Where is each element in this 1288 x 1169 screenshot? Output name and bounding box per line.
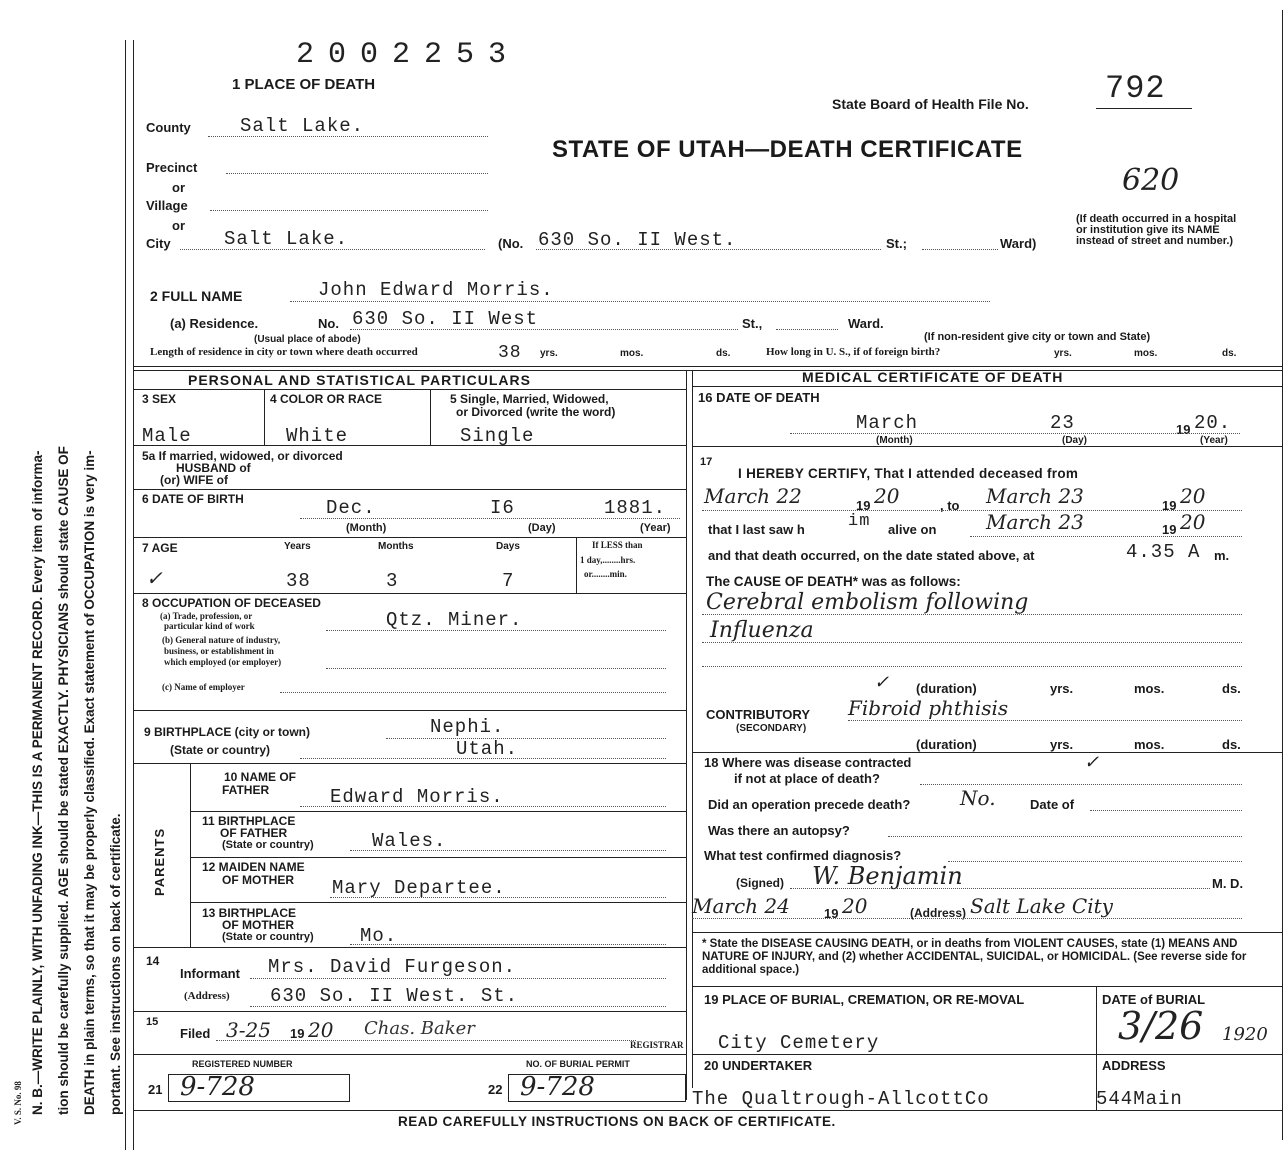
date-of-death-year-prefix: 19 [1176,422,1191,437]
dob-year-label: (Year) [640,522,671,534]
registered-number-prefix: 21 [148,1082,163,1097]
length-residence-value: 38 [498,343,522,363]
dob-month: Dec. [326,497,376,519]
certificate-title: STATE OF UTAH—DEATH CERTIFICATE [552,136,1023,163]
duration-label-1: (duration) [916,681,977,696]
registered-number-label: REGISTERED NUMBER [192,1059,293,1069]
nonresident-note: (If non-resident give city or town and State) [924,331,1151,343]
husband-label-1: 5a If married, widowed, or divorced [142,449,343,463]
residence-value: 630 So. II West [352,308,539,330]
burial-permit-label: NO. OF BURIAL PERMIT [526,1059,630,1069]
where-contracted-label-1: 18 Where was disease contracted [704,755,912,770]
certify-number: 17 [700,456,713,468]
burial-permit-number: 9-728 [520,1072,595,1102]
death-time: 4.35 A [1126,541,1201,563]
undertaker-address-label: ADDRESS [1102,1058,1166,1073]
date-of-death-month: March [856,412,919,434]
sex-label: 3 SEX [142,392,177,406]
informant-label: Informant [180,966,240,981]
date-of-death-label: 16 DATE OF DEATH [698,390,820,405]
age-years-label: Years [284,541,311,552]
age-years: 38 [286,570,311,592]
length-residence-label: Length of residence in city or town where death occurred [150,346,418,358]
dod-month-label: (Month) [876,435,913,446]
dod-year-label: (Year) [1200,435,1228,446]
signature-year: 20 [842,894,868,918]
date-of-death-year: 20. [1194,412,1232,434]
us-ds-label: ds. [1222,348,1237,359]
us-residence-label: How long in U. S., if of foreign birth? [766,346,941,358]
husband-label-2: HUSBAND of [176,461,251,475]
father-name-label-2: FATHER [222,783,270,797]
to-label: , to [940,498,960,513]
test-diagnosis-label: What test confirmed diagnosis? [704,848,902,863]
contributory-label: CONTRIBUTORY [706,707,810,722]
county-value: Salt Lake. [240,115,365,137]
certificate-number: 2002253 [296,38,521,72]
or-label-1: or [172,180,185,195]
dob-year: 1881. [604,497,667,519]
occupation-label: 8 OCCUPATION OF DECEASED [142,596,321,610]
ward-label: Ward) [1000,236,1037,251]
form-left-border-inner [133,40,134,1150]
st-label: St.; [886,236,907,251]
file-extra-number: 620 [1122,163,1180,198]
father-name-label-1: 10 NAME OF [224,770,297,784]
or-label-2: or [172,218,185,233]
mother-name-label-2: OF MOTHER [222,873,294,887]
us-yrs-label: yrs. [1054,348,1072,359]
parents-label: PARENTS [152,827,167,896]
medical-heading: MEDICAL CERTIFICATE OF DEATH [802,369,1064,385]
date-of-label: Date of [1030,797,1075,812]
attended-to-year: 20 [1180,484,1206,508]
alive-on-year: 20 [1180,510,1206,534]
alive-on-date: March 23 [986,510,1084,534]
street-no-value: 630 So. II West. [538,229,737,251]
where-contracted-label-2: if not at place of death? [734,771,880,786]
residence-ward-label: Ward. [848,316,884,331]
certify-text: I HEREBY CERTIFY, That I attended deceased from [738,466,1079,481]
margin-instruction-1: N. B.—WRITE PLAINLY, WITH UNFADING INK—THIS IS A PERMANENT RECORD. Every item of informa- [30,450,45,1115]
burial-year: 1920 [1222,1024,1268,1045]
occupation-value: Qtz. Miner. [386,609,523,631]
occupation-a2-label: particular kind of work [164,621,255,631]
informant-address: 630 So. II West. St. [270,985,519,1007]
less-label-2: 1 day,........hrs. [580,555,636,565]
occupation-a1-label: (a) Trade, profession, or [160,611,253,621]
duration-label-2: (duration) [916,737,977,752]
less-label-3: or........min. [584,569,627,579]
cause-of-death-primary: Cerebral embolism following [706,590,1029,615]
father-birthplace-label-1: 11 BIRTHPLACE [202,814,296,828]
residence-st-label: St., [742,316,763,331]
residence-no-label: No. [318,316,339,331]
contributory-cause: Fibroid phthisis [848,696,1009,720]
file-number: 792 [1105,70,1166,107]
cause-footnote: * State the DISEASE CAUSING DEATH, or in deaths from VIOLENT CAUSES, state (1) MEANS AND NATURE OF INJURY, and (2) whether ACCIDENTAL, SUICIDAL, or HOMICIDAL. (See reverse side for additional space.) [702,938,1247,976]
cause-of-death-secondary-line: Influenza [710,618,814,643]
father-birthplace-label-3: (State or country) [222,839,314,851]
length-mos-label: mos. [620,348,644,359]
undertaker-label: 20 UNDERTAKER [704,1058,813,1073]
father-name: Edward Morris. [330,786,504,808]
physician-address: Salt Lake City [970,894,1113,918]
father-birthplace-label-2: OF FATHER [220,826,288,840]
filed-label: Filed [180,1026,211,1041]
marital-value: Single [460,425,535,447]
duration-yrs-2: yrs. [1050,737,1074,752]
where-check: ✓ [1084,752,1100,773]
length-yrs-label: yrs. [540,348,558,359]
duration-mos-2: mos. [1134,737,1165,752]
occupation-b2-label: business, or establishment in [164,646,274,656]
burial-date-label: DATE of BURIAL [1102,992,1206,1007]
attended-from-date: March 22 [704,484,802,508]
age-label: 7 AGE [142,541,178,555]
personal-heading: PERSONAL AND STATISTICAL PARTICULARS [188,372,531,388]
filed-year-prefix: 19 [290,1026,305,1041]
signature-year-prefix: 19 [824,906,839,921]
dob-month-label: (Month) [346,522,387,534]
margin-instruction-3: DEATH in plain terms, so that it may be properly classified. Exact statement of OCCUPATION is very im- [82,450,97,1115]
form-left-border [125,40,126,1150]
birthplace-label: 9 BIRTHPLACE (city or town) [144,725,311,739]
duration-check-1: ✓ [874,672,890,693]
city-value: Salt Lake. [224,228,349,250]
form-number: V. S. No. 98 [13,1081,23,1125]
undertaker-name: The Qualtrough-AllcottCo [692,1088,990,1110]
registrar-label: REGISTRAR [630,1040,684,1050]
age-days: 7 [502,570,515,592]
last-saw-label: that I last saw h [708,522,805,537]
informant-name: Mrs. David Furgeson. [268,956,517,978]
death-occurred-label: and that death occurred, on the date stated above, at [708,548,1035,563]
dob-label: 6 DATE OF BIRTH [142,492,244,506]
mother-name-label-1: 12 MAIDEN NAME [202,860,305,874]
marital-label-2: or Divorced (write the word) [456,405,616,419]
duration-ds-1: ds. [1222,681,1241,696]
operation-value: No. [960,786,996,810]
dob-day: I6 [490,497,515,519]
attended-from-year: 20 [874,484,900,508]
attended-to-date: March 23 [986,484,1084,508]
color-label: 4 COLOR OR RACE [270,392,383,406]
from-year-prefix: 19 [856,498,871,513]
informant-address-label: (Address) [184,990,230,1002]
registrar-signature: Chas. Baker [364,1018,475,1039]
color-value: White [286,425,349,447]
full-name-value: John Edward Morris. [318,279,554,301]
place-of-death-heading: 1 PLACE OF DEATH [232,76,376,93]
burial-place: City Cemetery [718,1032,880,1054]
county-label: County [146,120,191,135]
signature-date: March 24 [692,894,790,918]
date-of-death-day: 23 [1050,412,1075,434]
duration-mos-1: mos. [1134,681,1165,696]
hospital-note: (If death occurred in a hospital or institution give its NAME instead of street and number.) [1076,213,1237,247]
father-birthplace: Wales. [372,830,447,852]
residence-label: (a) Residence. [170,316,259,331]
margin-instruction-4: portant. See instructions on back of certificate. [108,813,123,1115]
age-months: 3 [386,570,399,592]
burial-date: 3/26 [1118,1004,1204,1048]
physician-signature: W. Benjamin [812,862,963,890]
full-name-label: 2 FULL NAME [150,288,243,304]
age-days-label: Days [496,541,520,552]
physician-address-label: (Address) [910,906,967,920]
dob-day-label: (Day) [528,522,556,534]
mother-name: Mary Departee. [332,877,506,899]
dod-day-label: (Day) [1062,435,1088,446]
burial-permit-prefix: 22 [488,1082,503,1097]
marital-label-1: 5 Single, Married, Widowed, [450,392,609,406]
birthplace-state: Utah. [456,738,519,760]
autopsy-label: Was there an autopsy? [708,823,850,838]
mother-birthplace: Mo. [360,925,398,947]
duration-ds-2: ds. [1222,737,1241,752]
husband-label-3: (or) WIFE of [160,473,228,487]
secondary-label: (SECONDARY) [736,723,807,734]
signed-label: (Signed) [736,876,784,890]
alive-year-prefix: 19 [1162,522,1177,537]
last-saw-suffix: im [848,512,871,531]
filed-date: 3-25 [226,1018,271,1042]
birthplace-city: Nephi. [430,716,505,738]
mother-birthplace-label-2: OF MOTHER [222,918,294,932]
city-label: City [146,236,171,251]
filed-number: 15 [146,1016,159,1028]
occupation-b3-label: which employed (or employer) [164,657,282,667]
footer-instructions: READ CAREFULLY INSTRUCTIONS ON BACK OF CERTIFICATE. [398,1114,836,1129]
informant-number: 14 [146,954,160,968]
precinct-label: Precinct [146,160,198,175]
alive-on-label: alive on [888,522,937,537]
death-time-suffix: m. [1214,548,1230,563]
form-right-border [1282,10,1283,1140]
margin-instruction-2: tion should be carefully supplied. AGE should be stated EXACTLY. PHYSICIANS should state CAUSE OF [56,446,71,1115]
less-label-1: If LESS than [592,540,643,550]
village-label: Village [146,198,188,213]
birthplace-state-label: (State or country) [170,743,271,757]
filed-year: 20 [308,1018,334,1042]
age-months-label: Months [378,541,414,552]
registered-number: 9-728 [180,1072,255,1102]
mother-birthplace-label-1: 13 BIRTHPLACE [202,906,297,920]
file-number-label: State Board of Health File No. [832,96,1029,112]
md-label: M. D. [1212,876,1244,891]
operation-label: Did an operation precede death? [708,797,911,812]
us-mos-label: mos. [1134,348,1158,359]
usual-abode-label: (Usual place of abode) [254,334,361,345]
occupation-c-label: (c) Name of employer [162,682,245,692]
to-year-prefix: 19 [1162,498,1177,513]
duration-yrs-1: yrs. [1050,681,1074,696]
occupation-b1-label: (b) General nature of industry, [162,635,281,645]
age-check-mark: ✓ [146,566,163,590]
street-no-label: (No. [498,236,524,251]
sex-value: Male [142,425,192,447]
undertaker-address: 544Main [1096,1088,1183,1110]
burial-place-label: 19 PLACE OF BURIAL, CREMATION, OR RE-MOVAL [704,992,1025,1007]
cause-of-death-label: The CAUSE OF DEATH* was as follows: [706,574,961,589]
mother-birthplace-label-3: (State or country) [222,931,314,943]
length-ds-label: ds. [716,348,731,359]
